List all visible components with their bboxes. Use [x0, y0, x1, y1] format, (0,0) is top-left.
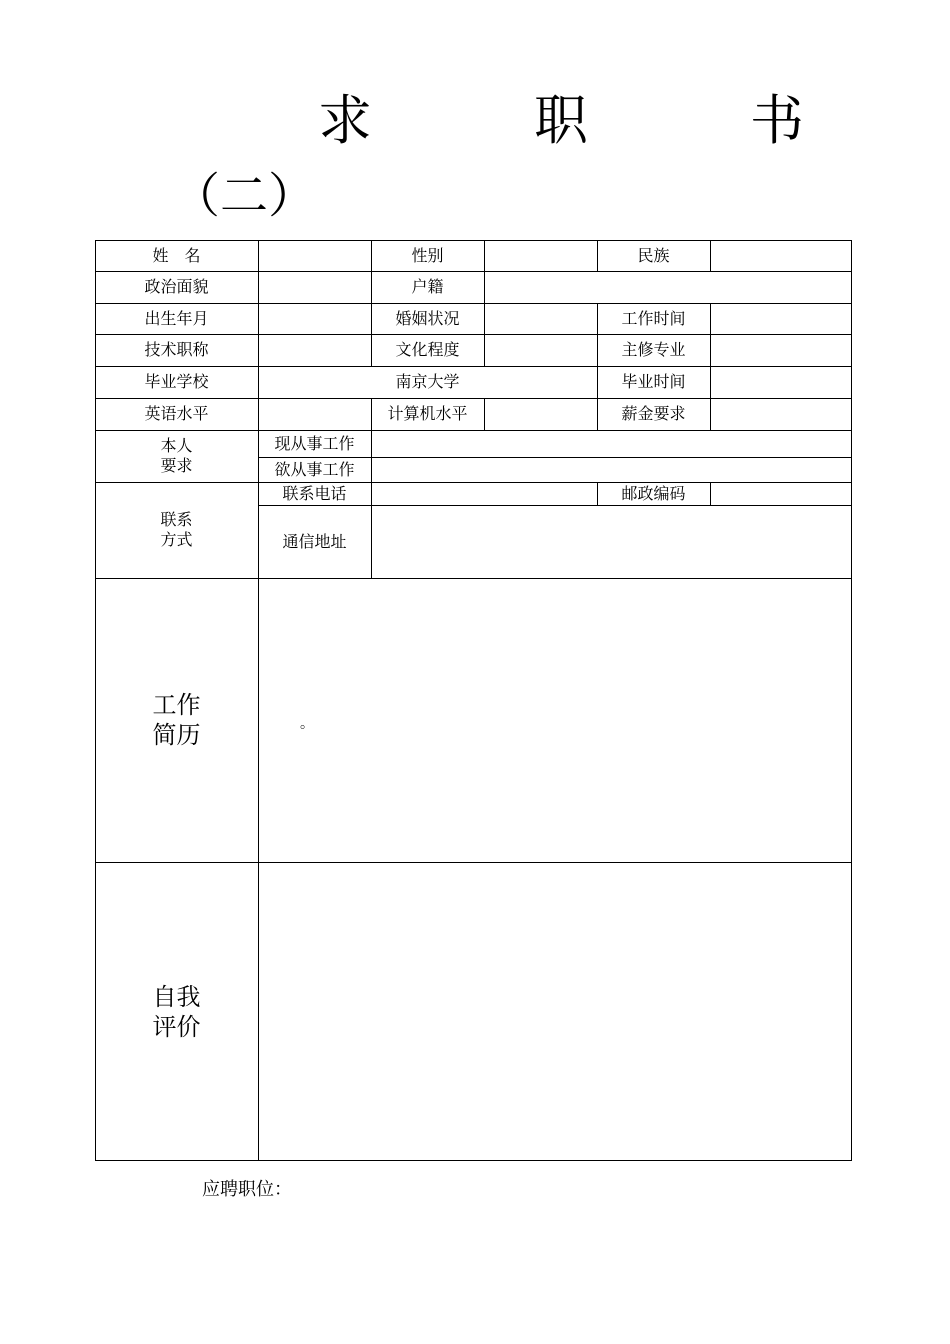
label-gender: 性别 [411, 245, 444, 265]
label-postcode: 邮政编码 [621, 483, 686, 503]
field-major[interactable] [710, 334, 852, 366]
label-self-evaluation-line-1: 自我 [152, 982, 201, 1011]
field-desired-job[interactable] [371, 457, 852, 482]
field-salary[interactable] [710, 398, 852, 430]
field-ethnicity[interactable] [710, 240, 852, 271]
field-name[interactable] [258, 240, 371, 271]
title-char-1: 求 [318, 89, 372, 152]
label-salary: 薪金要求 [621, 404, 686, 423]
field-birth[interactable] [258, 303, 371, 334]
label-self-evaluation-line-2: 评价 [152, 1012, 201, 1041]
field-address[interactable] [371, 505, 852, 578]
field-marital[interactable] [484, 303, 597, 334]
label-household: 户籍 [411, 277, 444, 296]
label-self-evaluation [95, 862, 258, 1161]
label-contact [95, 482, 258, 578]
field-english[interactable] [258, 398, 371, 430]
label-school: 毕业学校 [144, 372, 209, 391]
field-grad-time[interactable] [710, 366, 852, 398]
label-computer: 计算机水平 [387, 404, 468, 423]
label-requirements-line-2: 要求 [160, 456, 193, 475]
label-title: 技术职称 [144, 340, 209, 359]
label-current-job: 现从事工作 [274, 433, 355, 453]
label-name: 姓 名 [152, 245, 201, 265]
title-char-2: 职 [534, 89, 588, 152]
field-postcode[interactable] [710, 482, 852, 505]
label-work-history-line-1: 工作 [152, 691, 201, 719]
field-work-history[interactable] [258, 578, 852, 862]
label-ethnicity: 民族 [637, 245, 670, 265]
label-contact-line-2: 方式 [160, 530, 193, 549]
field-self-evaluation[interactable] [258, 862, 852, 1161]
field-gender[interactable] [484, 240, 597, 271]
label-phone: 联系电话 [282, 483, 347, 503]
label-english: 英语水平 [144, 404, 209, 423]
field-current-job[interactable] [371, 430, 852, 457]
title-char-3: 书 [750, 89, 804, 152]
label-requirements-line-1: 本人 [160, 436, 193, 455]
label-birth: 出生年月 [144, 308, 209, 328]
field-household[interactable] [484, 271, 852, 303]
label-contact-line-1: 联系 [160, 510, 193, 529]
label-address: 通信地址 [282, 531, 347, 551]
label-work-history [95, 578, 258, 862]
label-work-time: 工作时间 [621, 308, 686, 328]
field-title[interactable] [258, 334, 371, 366]
field-work-time[interactable] [710, 303, 852, 334]
field-computer[interactable] [484, 398, 597, 430]
label-education: 文化程度 [395, 340, 460, 359]
field-political-status[interactable] [258, 271, 371, 303]
label-major: 主修专业 [621, 340, 686, 359]
label-desired-job: 欲从事工作 [274, 459, 355, 479]
applied-position-label: 应聘职位： [202, 1179, 292, 1200]
label-grad-time: 毕业时间 [621, 372, 686, 391]
field-phone[interactable] [371, 482, 597, 505]
work-history-text: 。 [300, 716, 314, 732]
field-school[interactable]: 南京大学 [395, 372, 460, 391]
label-political-status: 政治面貌 [144, 277, 209, 296]
label-marital: 婚姻状况 [395, 308, 460, 328]
label-requirements [95, 430, 258, 482]
label-work-history-line-2: 简历 [152, 721, 201, 749]
field-education[interactable] [484, 334, 597, 366]
subtitle: （二） [172, 168, 317, 224]
